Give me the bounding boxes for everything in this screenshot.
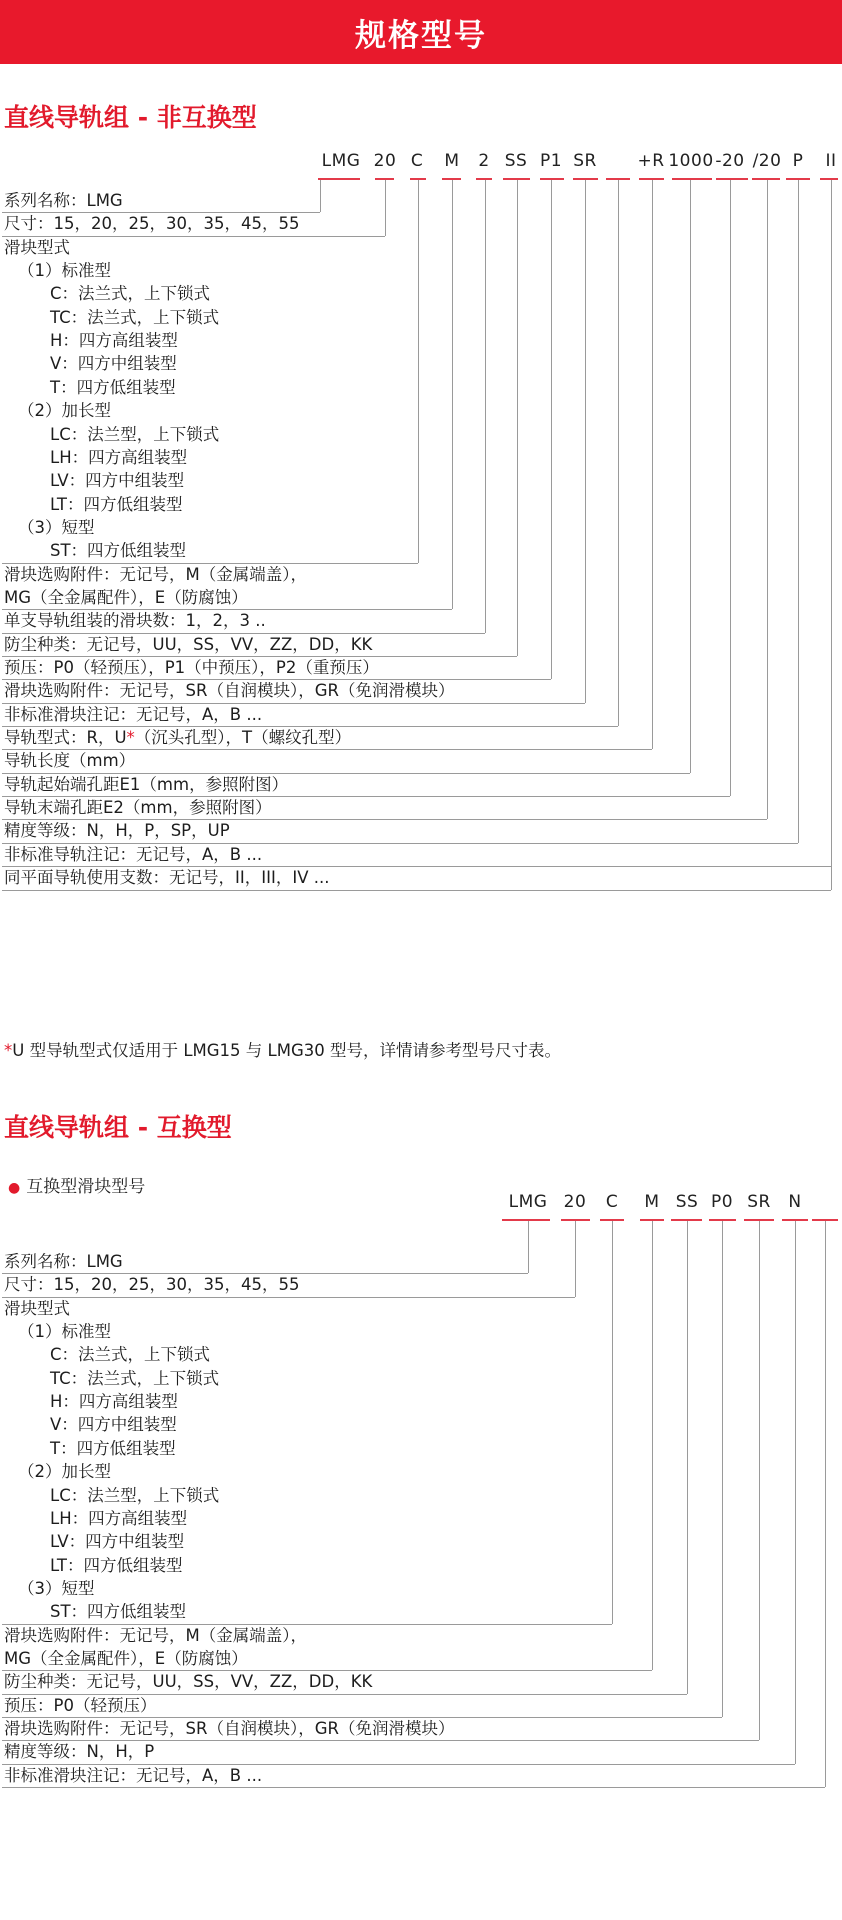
leader-line [2,679,551,680]
spec-row: 滑块型式 [4,1298,70,1318]
code-segment: P [792,151,804,171]
code-segment: 1000 [668,151,714,171]
spec-row: 防尘种类：无记号，UU，SS，VV，ZZ，DD，KK [4,1672,373,1692]
leader-connector [825,1221,826,1787]
code-segment: +R [637,151,665,171]
leader-connector [418,180,419,563]
spec-banner [0,0,842,64]
spec-row: V：四方中组装型 [50,354,177,374]
section-title-interchangeable: 直线导轨组 - 互换型 [4,1113,232,1142]
spec-row: LC：法兰型，上下锁式 [50,1485,220,1505]
leader-connector [528,1221,529,1273]
code-segment: 20 [563,1192,587,1212]
leader-connector [618,180,619,726]
leader-connector [452,180,453,609]
spec-row: 非标准滑块注记：无记号，A，B ... [4,1765,263,1785]
leader-line [2,212,320,213]
spec-row: 尺寸：15，20，25，30，35，45，55 [4,1275,300,1295]
leader-line [2,726,618,727]
spec-row: （1）标准型 [18,261,111,281]
leader-line [2,1670,652,1671]
spec-row: （1）标准型 [18,1322,111,1342]
spec-row: V：四方中组装型 [50,1415,177,1435]
code-segment: C [605,1192,619,1212]
leader-line [2,1273,528,1274]
leader-line [2,819,767,820]
code-segment: LMG [508,1192,548,1212]
code-segment: -20 [715,151,745,171]
spec-row: C：法兰式，上下锁式 [50,284,211,304]
leader-connector [385,180,386,236]
code-underline [318,178,360,180]
spec-row: （3）短型 [18,1578,95,1598]
leader-line [2,656,517,657]
footnote [4,1040,561,1062]
asterisk-mark: * [4,1041,13,1060]
spec-row: TC：法兰式，上下锁式 [50,1368,220,1388]
spec-row: 滑块选购附件：无记号，SR（自润模块），GR（免润滑模块） [4,681,455,701]
leader-connector [485,180,486,633]
code-segment: /20 [752,151,782,171]
spec-row: LV：四方中组装型 [50,1532,185,1552]
spec-row: C：法兰式，上下锁式 [50,1345,211,1365]
code-segment: II [825,151,837,171]
spec-row: MG（全金属配件），E（防腐蚀） [4,587,248,607]
leader-line [2,890,831,891]
spec-row: 滑块选购附件：无记号，M（金属端盖）， [4,1625,307,1645]
spec-row: T：四方低组装型 [50,1438,176,1458]
spec-row: 导轨末端孔距E2（mm，参照附图） [4,798,272,818]
leader-line [2,773,690,774]
spec-row: 导轨长度（mm） [4,751,136,771]
code-underline [820,178,838,180]
code-segment: LMG [321,151,361,171]
leader-line [2,1297,575,1298]
leader-line [2,866,831,867]
spec-row: 导轨起始端孔距E1（mm，参照附图） [4,774,289,794]
code-underline [540,178,564,180]
spec-row: LC：法兰型，上下锁式 [50,424,220,444]
leader-connector [612,1221,613,1624]
section-title-non-interchangeable: 直线导轨组 - 非互换型 [4,103,257,132]
spec-row: （3）短型 [18,517,95,537]
leader-connector [652,180,653,749]
spec-row: H：四方高组装型 [50,1392,178,1412]
leader-connector [320,180,321,212]
leader-connector [551,180,552,679]
spec-row: TC：法兰式，上下锁式 [50,307,220,327]
spec-text: （沉头孔型），T（螺纹孔型） [134,728,352,748]
code-underline [502,1219,550,1221]
spec-row: 尺寸：15，20，25，30，35，45，55 [4,214,300,234]
leader-line [2,796,730,797]
leader-connector [652,1221,653,1670]
leader-line [2,563,418,564]
code-segment: SR [573,151,597,171]
spec-row: 防尘种类：无记号，UU，SS，VV，ZZ，DD，KK [4,634,373,654]
code-segment: M [644,1192,660,1212]
leader-line [2,749,652,750]
spec-row: 滑块型式 [4,237,70,257]
code-segment: SS [504,151,528,171]
bullet-icon: ● [8,1180,21,1196]
spec-row: MG（全金属配件），E（防腐蚀） [4,1648,248,1668]
spec-row: 非标准滑块注记：无记号，A，B ... [4,704,263,724]
spec-row: 非标准导轨注记：无记号，A，B ... [4,844,263,864]
leader-connector [585,180,586,703]
leader-connector [722,1221,723,1717]
leader-line [2,1624,612,1625]
code-segment: N [788,1192,802,1212]
spec-row: （2）加长型 [18,1462,111,1482]
spec-row: 滑块选购附件：无记号，M（金属端盖）， [4,564,307,584]
spec-row: LT：四方低组装型 [50,494,183,514]
spec-row: LV：四方中组装型 [50,471,185,491]
spec-row: 预压：P0（轻预压），P1（中预压），P2（重预压） [4,658,379,677]
spec-row: ST：四方低组装型 [50,1602,187,1622]
spec-row: 同平面导轨使用支数：无记号，II，III，IV ... [4,868,330,888]
leader-line [2,1717,722,1718]
spec-row: 系列名称：LMG [4,1252,123,1271]
leader-line [2,1740,759,1741]
spec-row: T：四方低组装型 [50,377,176,397]
spec-row: 系列名称：LMG [4,191,123,210]
asterisk-mark: * [126,728,135,748]
leader-connector [798,180,799,843]
code-segment: SR [747,1192,771,1212]
leader-connector [690,180,691,773]
leader-line [2,633,485,634]
leader-line [2,609,452,610]
leader-line [2,843,798,844]
leader-line [2,703,585,704]
leader-connector [767,180,768,819]
spec-row: H：四方高组装型 [50,331,178,351]
spec-row: 精度等级：N，H，P [4,1742,155,1762]
spec-row: 单支导轨组装的滑块数：1，2，3 .. [4,611,266,631]
code-segment: 20 [373,151,397,171]
spec-row: ST：四方低组装型 [50,541,187,561]
leader-line [2,1787,825,1788]
leader-connector [795,1221,796,1764]
code-segment: C [410,151,424,171]
code-segment: 2 [478,151,490,171]
leader-line [2,1764,795,1765]
footnote-text: U 型导轨型式仅适用于 LMG15 与 LMG30 型号，详情请参考型号尺寸表。 [12,1041,561,1060]
leader-connector [517,180,518,656]
spec-row: LT：四方低组装型 [50,1555,183,1575]
code-underline [476,178,492,180]
subhead-label: 互换型滑块型号 [26,1177,146,1197]
spec-row: LH：四方高组装型 [50,447,188,467]
spec-text: 导轨型式：R，U [4,728,127,748]
spec-row: 预压：P0（轻预压） [4,1695,157,1715]
spec-row: 精度等级：N，H，P，SP，UP [4,821,230,841]
leader-line [2,236,385,237]
leader-connector [687,1221,688,1694]
code-underline [752,178,780,180]
code-segment: SS [675,1192,699,1212]
spec-row [4,727,351,749]
banner-title: 规格型号 [355,17,487,54]
code-segment: P0 [710,1192,734,1212]
leader-line [2,1694,687,1695]
code-segment: M [444,151,460,171]
spec-row: LH：四方高组装型 [50,1508,188,1528]
leader-connector [831,180,832,890]
leader-connector [730,180,731,796]
code-underline [716,178,748,180]
code-underline [672,178,712,180]
spec-row: 滑块选购附件：无记号，SR（自润模块），GR（免润滑模块） [4,1719,455,1738]
spec-row: （2）加长型 [18,401,111,421]
code-segment: P1 [539,151,563,171]
subhead-interchangeable-block [8,1172,145,1197]
leader-connector [759,1221,760,1740]
leader-connector [575,1221,576,1297]
